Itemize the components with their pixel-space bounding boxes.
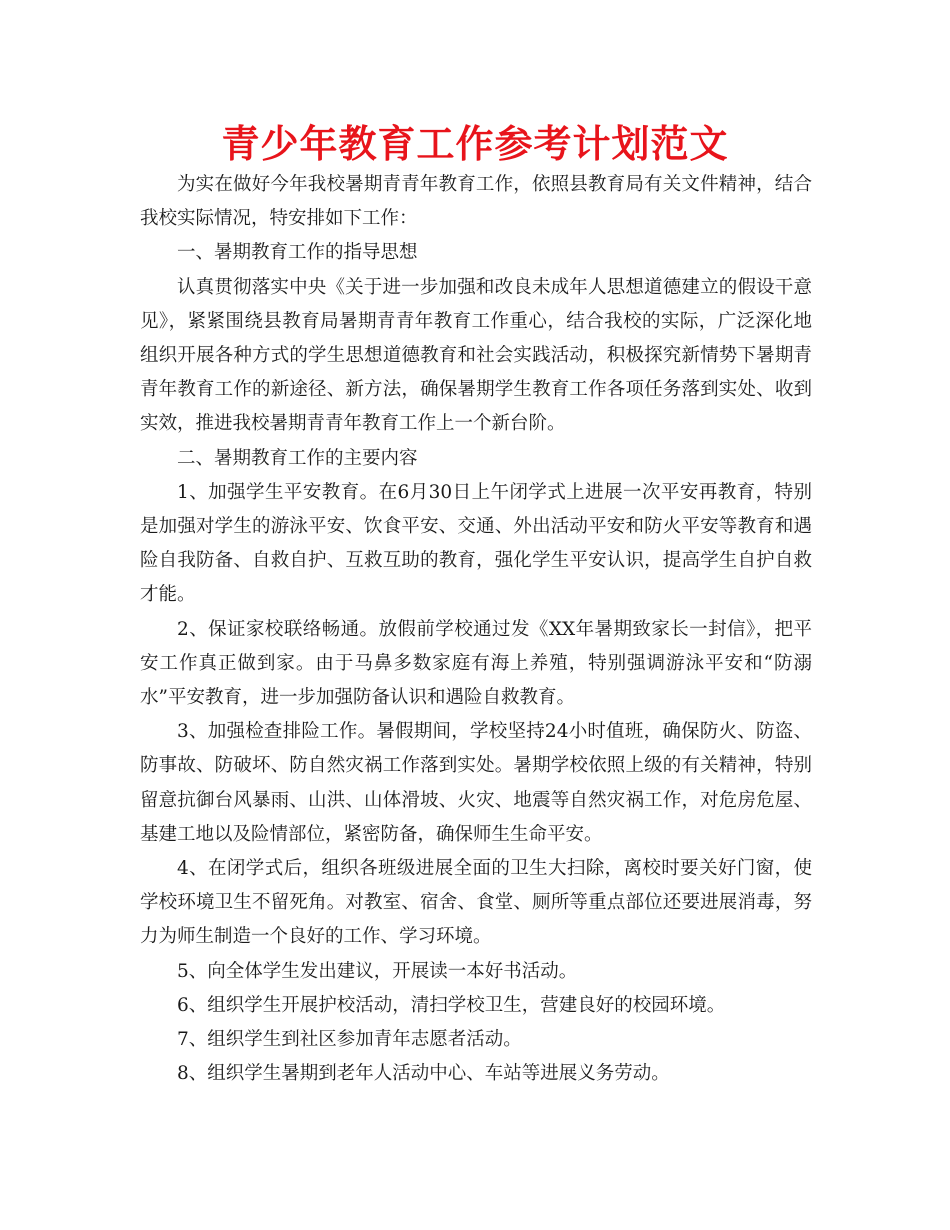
document-body	[140, 168, 812, 1091]
guiding-ideology-paragraph: 认真贯彻落实中央《关于进一步加强和改良未成年人思想道德建立的假设干意见》，紧紧围绕县教育局暑期青青年教育工作重心，结合我校的实际，广泛深化地组织开展各种方式的学生思想道德教育和社会实践活动，积极探究新情势下暑期青青年教育工作的新途径、新方法，确保暑期学生教育工作各项任务落到实处、收到实效，推进我校暑期青青年教育工作上一个新台阶。	[140, 276, 812, 435]
list-item-5: 5、向全体学生发出建议，开展读一本好书活动。	[177, 960, 578, 982]
section-heading-guiding-ideology: 一、暑期教育工作的指导思想	[177, 242, 418, 264]
list-item-6: 6、组织学生开展护校活动，清扫学校卫生，营建良好的校园环境。	[177, 994, 726, 1016]
list-item-1: 1、加强学生平安教育。在6月30日上午闭学式上进展一次平安再教育，特别是加强对学生的游泳平安、饮食平安、交通、外出活动平安和防火平安等教育和遇险自我防备、自救自护、互救互助的教育，强化学生平安认识，提高学生自护自救才能。	[140, 481, 812, 606]
list-item-4: 4、在闭学式后，组织各班级进展全面的卫生大扫除，离校时要关好门窗，使学校环境卫生不留死角。对教室、宿舍、食堂、厕所等重点部位还要进展消毒，努力为师生制造一个良好的工作、学习环境。	[140, 858, 812, 948]
list-item-8: 8、组织学生暑期到老年人活动中心、车站等进展义务劳动。	[177, 1063, 670, 1085]
list-item-7: 7、组织学生到社区参加青年志愿者活动。	[177, 1029, 522, 1051]
list-item-2: 2、保证家校联络畅通。放假前学校通过发《XX年暑期致家长一封信》，把平安工作真正做到家。由于马鼻多数家庭有海上养殖，特别强调游泳平安和“防溺水”平安教育，进一步加强防备认识和遇险自救教育。	[140, 618, 812, 709]
intro-paragraph: 为实在做好今年我校暑期青青年教育工作，依照县教育局有关文件精神，结合我校实际情况，特安排如下工作：	[140, 174, 812, 230]
document-title: 青少年教育工作参考计划范文	[221, 122, 729, 166]
section-heading-main-content: 二、暑期教育工作的主要内容	[177, 447, 418, 469]
list-item-3: 3、加强检查排险工作。暑假期间，学校坚持24小时值班，确保防火、防盗、防事故、防破坏、防自然灾祸工作落到实处。暑期学校依照上级的有关精神，特别留意抗御台风暴雨、山洪、山体滑坡、火灾、地震等自然灾祸工作，对危房危屋、基建工地以及险情部位，紧密防备，确保师生生命平安。	[140, 721, 812, 845]
